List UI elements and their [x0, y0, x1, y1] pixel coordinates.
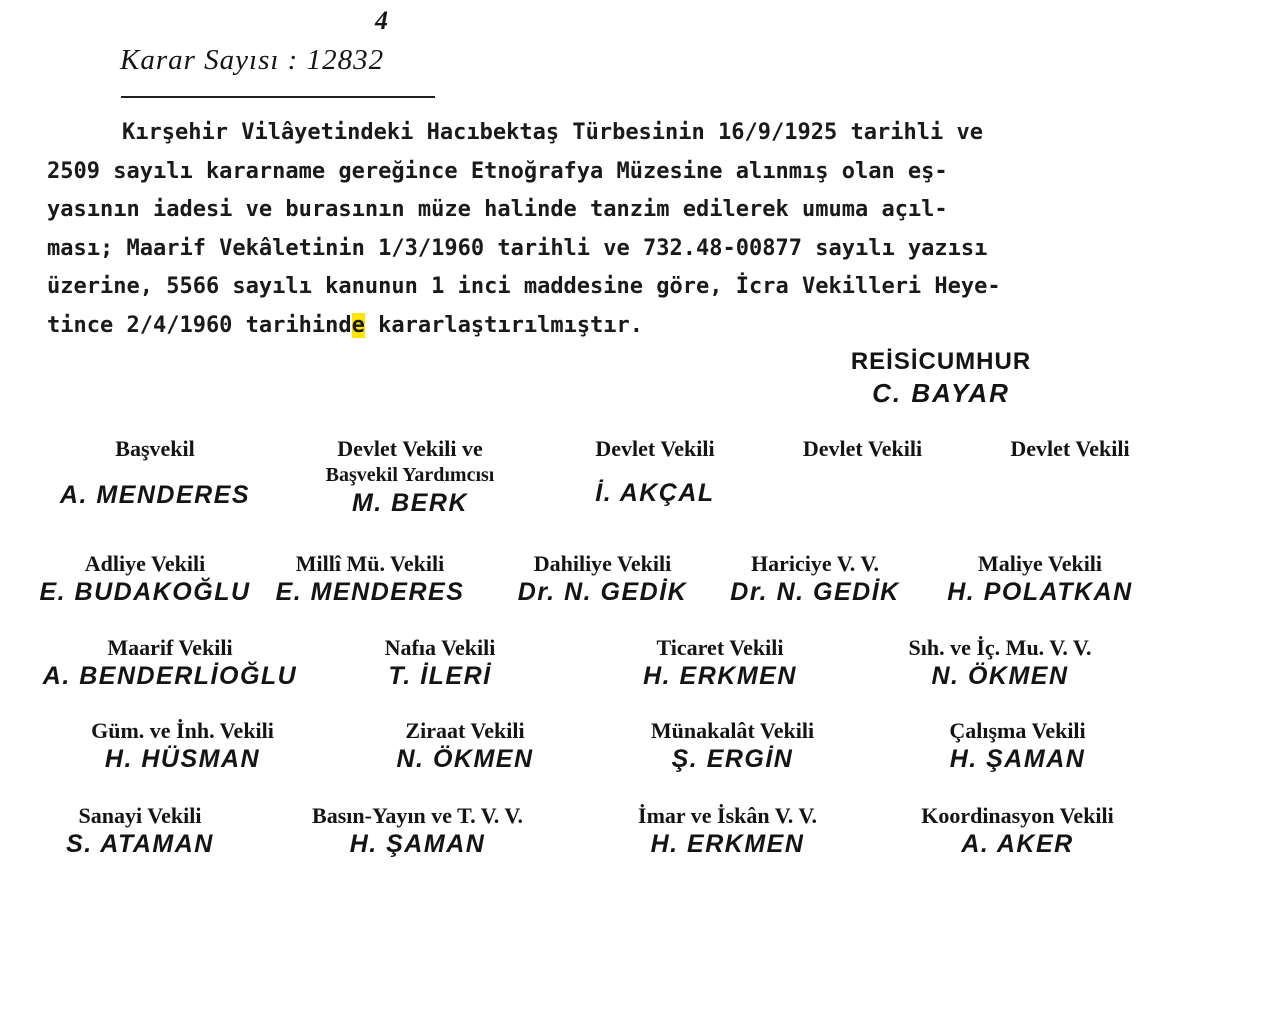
signature-block [45, 803, 235, 859]
highlighted-text: e [351, 312, 365, 338]
minister-title: Maarif Vekili [107, 635, 233, 660]
decree-body [47, 114, 1137, 345]
minister-name: M. BERK [351, 489, 469, 517]
signature-block [260, 551, 480, 607]
body-text-segment: tince 2/4/1960 tarihind [47, 312, 352, 338]
minister-title: Koordinasyon Vekili [921, 803, 1114, 828]
minister-name: E. BUDAKOĞLU [39, 578, 251, 606]
decision-number: Karar Sayısı : 12832 [120, 44, 385, 76]
minister-name: N. ÖKMEN [931, 662, 1069, 690]
minister-title: Sanayi Vekili [78, 803, 202, 828]
decision-underline [121, 96, 435, 98]
minister-title: Adliye Vekili [84, 551, 206, 576]
minister-name: Dr. N. GEDİK [730, 578, 900, 606]
minister-name: A. MENDERES [59, 481, 251, 509]
body-line: üzerine, 5566 sayılı kanunun 1 inci maddesine göre, İcra Vekilleri Heye- [47, 274, 1001, 299]
minister-name: S. ATAMAN [66, 830, 214, 858]
signature-block [930, 551, 1150, 607]
signature-block [30, 635, 310, 691]
minister-title: Devlet Vekili [595, 436, 715, 461]
signature-block [40, 436, 270, 510]
minister-title: Basın-Yayın ve T. V. V. [312, 803, 523, 828]
signature-block [500, 551, 705, 607]
minister-name: H. ŞAMAN [949, 745, 1086, 773]
signature-block [600, 803, 855, 859]
minister-title: Devlet Vekili [1010, 436, 1130, 461]
minister-title: Hariciye V. V. [751, 551, 879, 576]
minister-title: Ziraat Vekili [405, 718, 525, 743]
signature-block [615, 635, 825, 691]
minister-name: N. ÖKMEN [396, 745, 534, 773]
signature-block [55, 718, 310, 774]
minister-title: Sıh. ve İç. Mu. V. V. [908, 635, 1092, 660]
minister-title: Maliye Vekili [977, 551, 1103, 576]
minister-name: E. MENDERES [275, 578, 465, 606]
president-signature [846, 348, 1036, 409]
body-line [47, 307, 1137, 346]
signature-block [565, 436, 745, 508]
minister-name: Dr. N. GEDİK [517, 578, 688, 606]
body-line: yasının iadesi ve burasının müze halinde tanzim edilerek umuma açıl- [47, 197, 948, 222]
minister-title: Nafıa Vekili [384, 635, 496, 660]
minister-name: H. ERKMEN [643, 662, 797, 690]
minister-name: H. POLATKAN [947, 578, 1133, 606]
signature-block [980, 436, 1160, 462]
signature-block [30, 551, 260, 607]
page-number: 4 [375, 6, 388, 35]
minister-name: Ş. ERGİN [671, 745, 794, 773]
minister-title: Millî Mü. Vekili [295, 551, 445, 576]
minister-title: İmar ve İskân V. V. [638, 803, 817, 828]
body-line: Kırşehir Vilâyetindeki Hacıbektaş Türbesinin 16/9/1925 tarihli ve [122, 120, 983, 145]
minister-title: Devlet Vekili ve [337, 436, 483, 461]
minister-title: Devlet Vekili [802, 436, 923, 461]
minister-name: İ. AKÇAL [595, 479, 715, 507]
president-name: C. BAYAR [872, 378, 1010, 408]
minister-title: Başvekil [115, 436, 195, 461]
signature-block [370, 718, 560, 774]
signature-block [775, 436, 950, 462]
signature-block [880, 803, 1155, 859]
minister-title: Çalışma Vekili [949, 718, 1086, 743]
minister-name: T. İLERİ [388, 662, 492, 690]
minister-name: A. AKER [961, 830, 1074, 858]
minister-title: Başvekil Yardımcısı [325, 464, 495, 486]
signature-block [615, 718, 850, 774]
president-title: REİSİCUMHUR [850, 348, 1032, 375]
minister-name: H. ŞAMAN [349, 830, 486, 858]
signature-block [865, 635, 1135, 691]
signature-block [715, 551, 915, 607]
signature-block [280, 436, 540, 518]
body-line: ması; Maarif Vekâletinin 1/3/1960 tarihli ve 732.48-00877 sayılı yazısı [47, 235, 988, 261]
minister-title: Münakalât Vekili [650, 718, 815, 743]
signature-block [345, 635, 535, 691]
minister-title: Güm. ve İnh. Vekili [91, 718, 274, 743]
signature-block [265, 803, 570, 859]
minister-title: Dahiliye Vekili [533, 551, 672, 576]
body-text-segment: kararlaştırılmıştır. [364, 312, 644, 338]
minister-title: Ticaret Vekili [656, 635, 784, 660]
minister-name: A. BENDERLİOĞLU [42, 662, 298, 690]
signature-block [910, 718, 1125, 774]
minister-name: H. HÜSMAN [104, 745, 261, 773]
minister-name: H. ERKMEN [650, 830, 805, 858]
body-line: 2509 sayılı kararname gereğince Etnoğrafya Müzesine alınmış olan eş- [47, 158, 948, 184]
